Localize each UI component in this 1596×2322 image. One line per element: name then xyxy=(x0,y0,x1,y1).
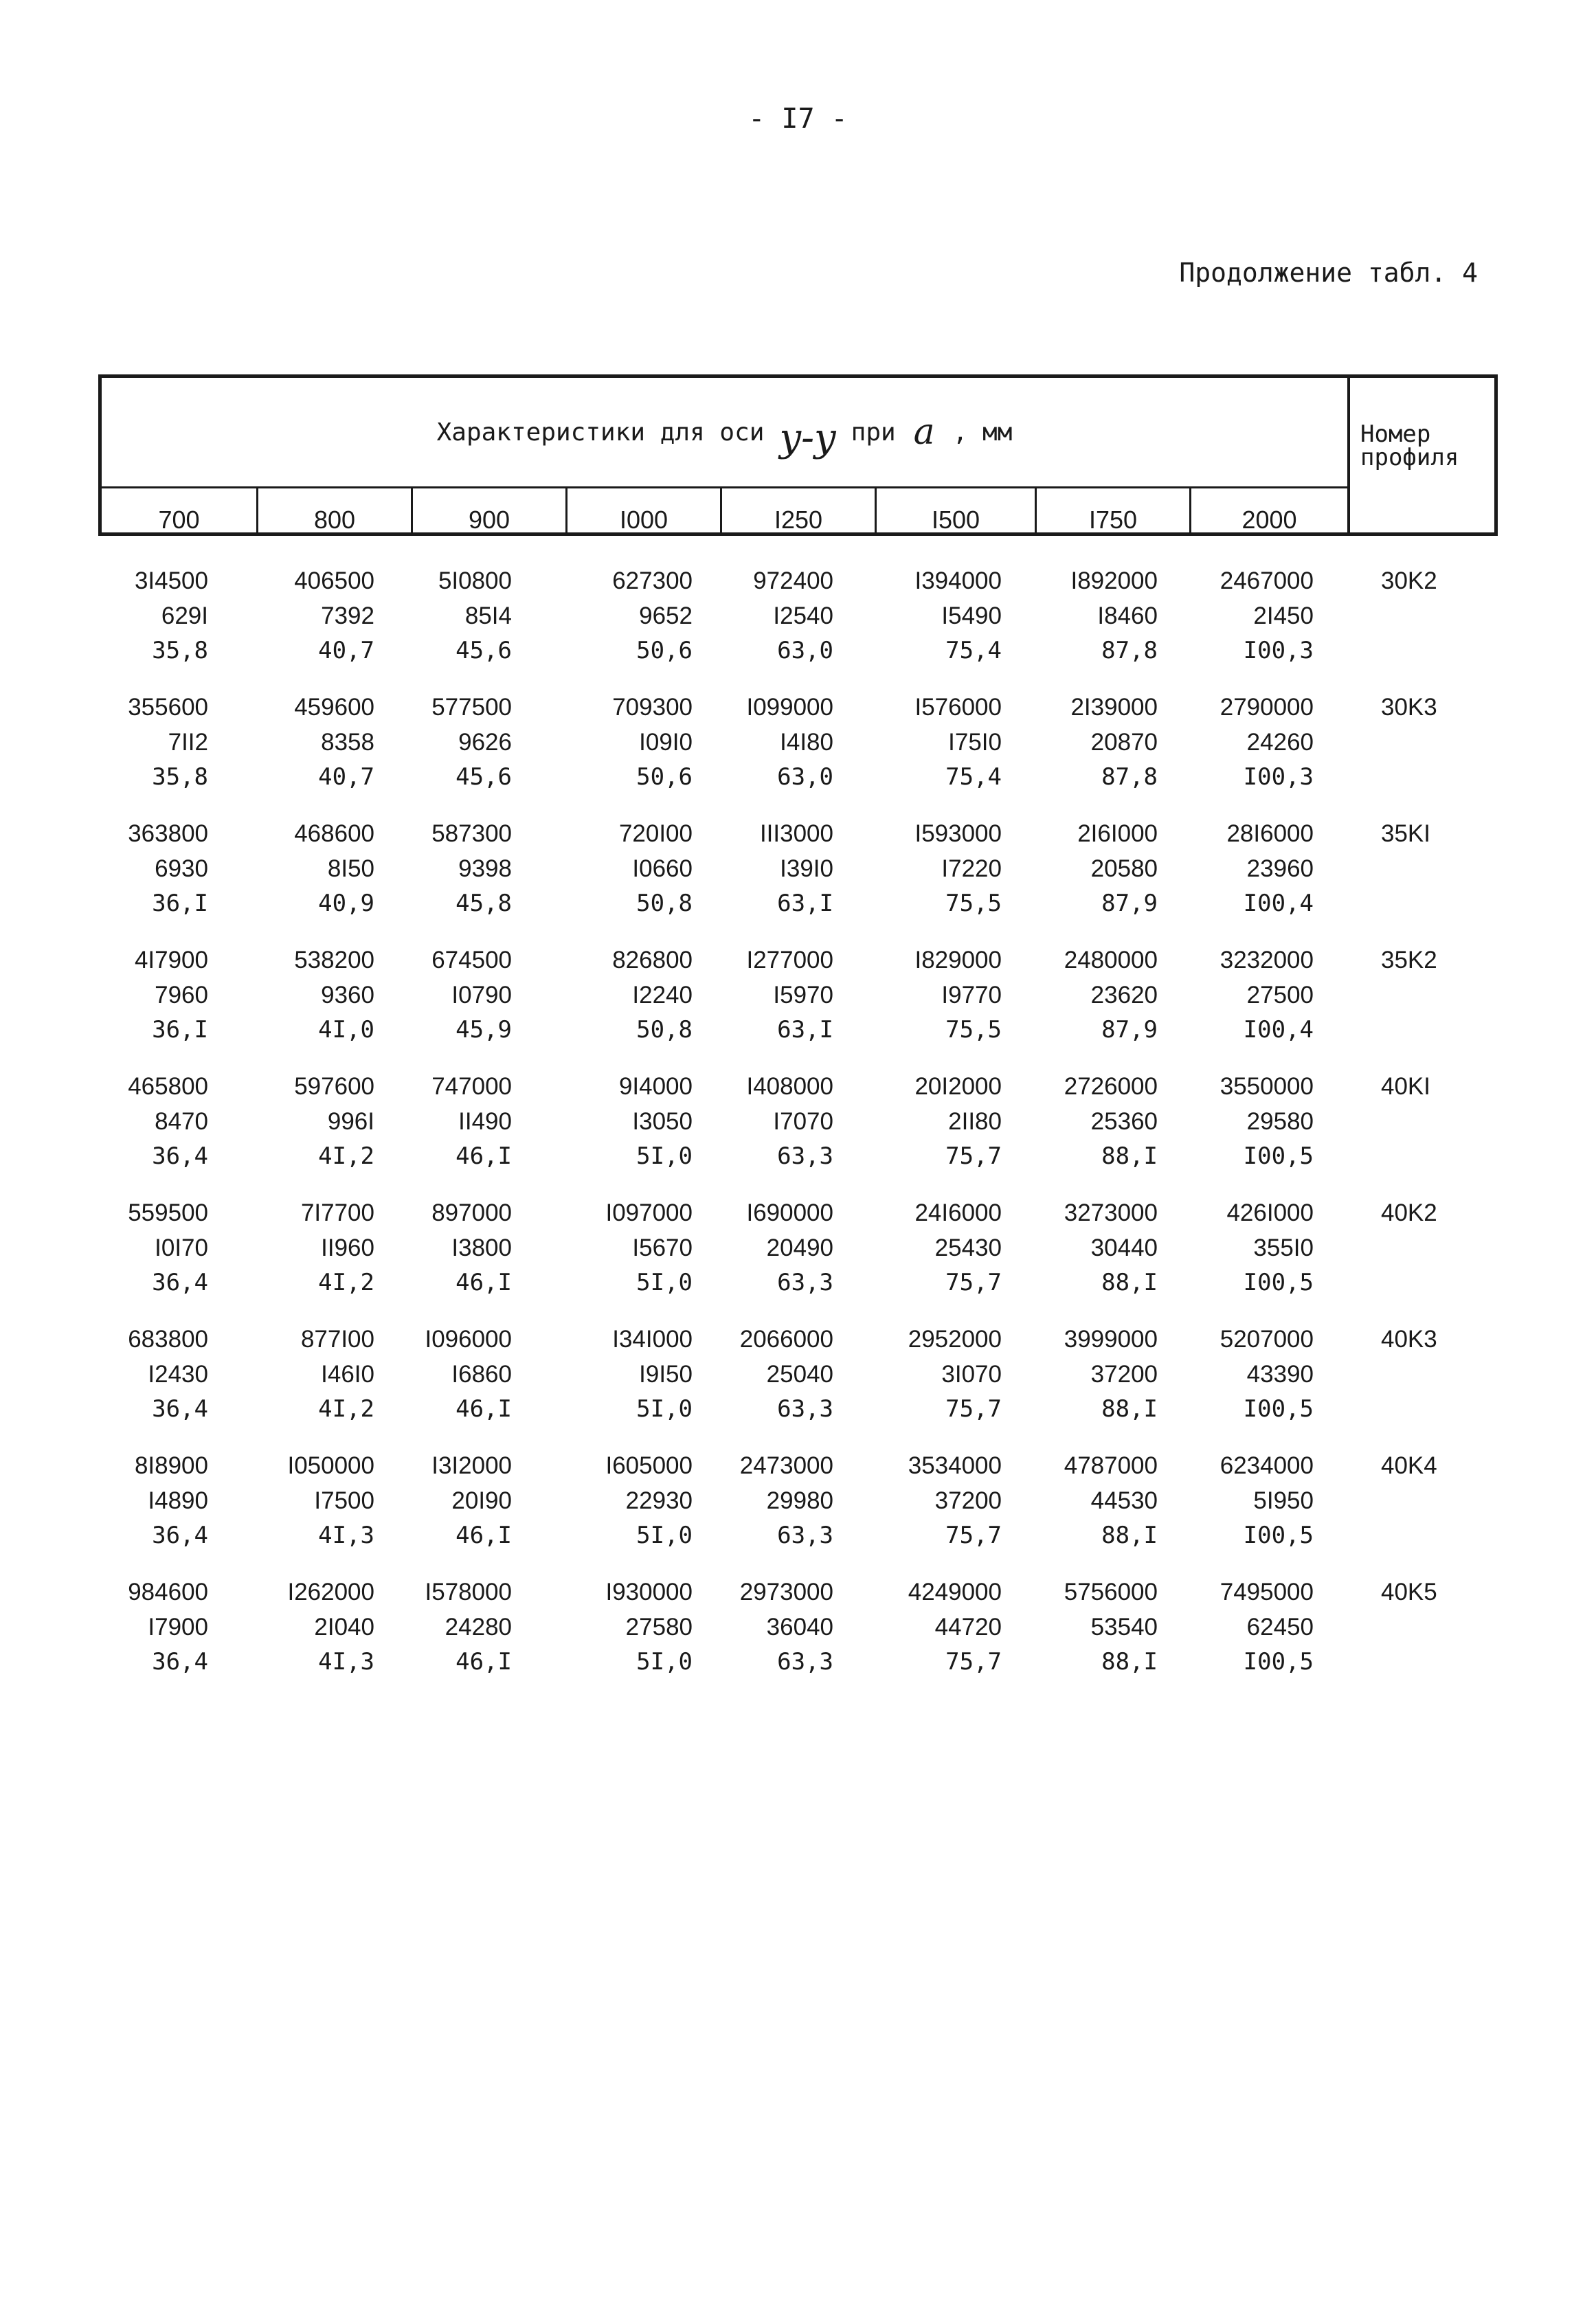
table-cell: I408000 xyxy=(746,1073,833,1100)
table-cell: I6860 xyxy=(451,1361,512,1388)
table-cell: 36,4 xyxy=(152,1648,208,1676)
table-cell: 63,I xyxy=(777,1016,833,1044)
table-cell: 29980 xyxy=(766,1487,833,1514)
table-cell: 5I,0 xyxy=(636,1522,693,1549)
table-cell: I3800 xyxy=(451,1235,512,1261)
table-cell: I9I50 xyxy=(639,1361,693,1388)
table-cell: 25360 xyxy=(1090,1108,1158,1135)
table-cell: 683800 xyxy=(128,1326,208,1353)
table-cell: I00,5 xyxy=(1243,1395,1314,1423)
table-cell: 63,3 xyxy=(777,1269,833,1296)
table-cell: 9360 xyxy=(321,982,374,1008)
table-cell: I2430 xyxy=(148,1361,208,1388)
table-cell: I394000 xyxy=(914,567,1002,594)
column-header-7: 2000 xyxy=(1189,486,1347,536)
table-cell: 4I,2 xyxy=(318,1269,374,1296)
profile-number: 35KI xyxy=(1381,820,1430,847)
table-cell: I8460 xyxy=(1097,602,1158,629)
alpha-symbol: a xyxy=(913,412,935,453)
table-cell: I3050 xyxy=(632,1108,693,1135)
table-cell: 20580 xyxy=(1090,855,1158,882)
table-cell: 8358 xyxy=(321,729,374,756)
table-cell: I3I2000 xyxy=(431,1452,512,1479)
table-cell: 4I,2 xyxy=(318,1142,374,1170)
profile-header-line2: профиля xyxy=(1360,444,1459,471)
table-cell: I262000 xyxy=(287,1579,374,1605)
table-cell: 4I,2 xyxy=(318,1395,374,1423)
table-row xyxy=(0,1448,1596,1558)
table-cell: 62450 xyxy=(1246,1614,1314,1641)
table-cell: 996I xyxy=(327,1108,374,1135)
profile-number: 40K5 xyxy=(1381,1579,1437,1605)
table-cell: I09I0 xyxy=(639,729,693,756)
table-cell: 7392 xyxy=(321,602,374,629)
table-cell: 2I040 xyxy=(314,1614,374,1641)
table-cell: 355I0 xyxy=(1253,1235,1314,1261)
table-cell: 559500 xyxy=(128,1199,208,1226)
table-cell: 468600 xyxy=(294,820,374,847)
table-cell: 355600 xyxy=(128,694,208,721)
table-cell: 75,7 xyxy=(945,1648,1002,1676)
table-cell: I7070 xyxy=(773,1108,833,1135)
profile-number: 30K2 xyxy=(1381,567,1437,594)
table-cell: 88,I xyxy=(1101,1269,1158,1296)
table-cell: 46,I xyxy=(456,1269,512,1296)
table-continuation-label: Продолжение табл. 4 xyxy=(1179,258,1478,288)
table-cell: 63,0 xyxy=(777,637,833,664)
table-cell: 36,4 xyxy=(152,1142,208,1170)
table-cell: 5207000 xyxy=(1220,1326,1314,1353)
table-cell: 43390 xyxy=(1246,1361,1314,1388)
column-header-3: I000 xyxy=(565,486,720,536)
table-cell: I39I0 xyxy=(780,855,833,882)
table-cell: 4I,3 xyxy=(318,1648,374,1676)
table-cell: 53540 xyxy=(1090,1614,1158,1641)
table-cell: 3999000 xyxy=(1064,1326,1158,1353)
table-cell: 40,7 xyxy=(318,763,374,791)
table-cell: 4249000 xyxy=(908,1579,1002,1605)
table-cell: I576000 xyxy=(914,694,1002,721)
table-cell: 3534000 xyxy=(908,1452,1002,1479)
table-cell: 538200 xyxy=(294,947,374,973)
table-cell: 720I00 xyxy=(618,820,693,847)
column-header-4: I250 xyxy=(720,486,875,536)
table-cell: 50,8 xyxy=(636,890,693,917)
table-cell: 87,8 xyxy=(1101,763,1158,791)
table-cell: 5I0800 xyxy=(438,567,512,594)
table-cell: 50,8 xyxy=(636,1016,693,1044)
table-cell: 2473000 xyxy=(739,1452,833,1479)
table-header xyxy=(98,374,1498,536)
table-cell: 3273000 xyxy=(1064,1199,1158,1226)
table-cell: 50,6 xyxy=(636,763,693,791)
table-cell: I0660 xyxy=(632,855,693,882)
table-cell: 40,9 xyxy=(318,890,374,917)
table-cell: 877I00 xyxy=(300,1326,374,1353)
table-cell: 2I6I000 xyxy=(1077,820,1158,847)
table-cell: I00,4 xyxy=(1243,1016,1314,1044)
table-row xyxy=(0,563,1596,673)
table-cell: 709300 xyxy=(612,694,693,721)
table-cell: I829000 xyxy=(914,947,1002,973)
table-cell: 28I6000 xyxy=(1226,820,1314,847)
table-cell: 87,8 xyxy=(1101,637,1158,664)
table-cell: 4787000 xyxy=(1064,1452,1158,1479)
table-cell: 35,8 xyxy=(152,763,208,791)
profile-number: 40K4 xyxy=(1381,1452,1437,1479)
profile-number: 35K2 xyxy=(1381,947,1437,973)
table-cell: 46,I xyxy=(456,1395,512,1423)
table-cell: I690000 xyxy=(746,1199,833,1226)
table-cell: I930000 xyxy=(605,1579,693,1605)
table-cell: I277000 xyxy=(746,947,833,973)
table-cell: I5490 xyxy=(941,602,1002,629)
axis-symbol: y-y xyxy=(779,415,836,460)
table-cell: I892000 xyxy=(1070,567,1158,594)
table-cell: 2I450 xyxy=(1253,602,1314,629)
table-row xyxy=(0,1195,1596,1305)
table-row xyxy=(0,1322,1596,1432)
table-cell: 972400 xyxy=(753,567,833,594)
table-cell: 75,7 xyxy=(945,1269,1002,1296)
table-cell: 75,4 xyxy=(945,637,1002,664)
table-cell: I605000 xyxy=(605,1452,693,1479)
table-cell: 75,4 xyxy=(945,763,1002,791)
table-cell: I00,5 xyxy=(1243,1522,1314,1549)
profile-number: 40K3 xyxy=(1381,1326,1437,1353)
table-cell: 29580 xyxy=(1246,1108,1314,1135)
table-cell: 24I6000 xyxy=(914,1199,1002,1226)
table-cell: I46I0 xyxy=(321,1361,374,1388)
table-cell: I2540 xyxy=(773,602,833,629)
table-cell: 2973000 xyxy=(739,1579,833,1605)
table-cell: 465800 xyxy=(128,1073,208,1100)
profile-column-divider xyxy=(1347,378,1350,532)
table-cell: 4I,3 xyxy=(318,1522,374,1549)
table-cell: 88,I xyxy=(1101,1142,1158,1170)
table-cell: 426I000 xyxy=(1226,1199,1314,1226)
table-cell: 44720 xyxy=(934,1614,1002,1641)
table-cell: 75,7 xyxy=(945,1395,1002,1423)
table-cell: 23960 xyxy=(1246,855,1314,882)
column-headers xyxy=(102,486,1347,536)
header-unit: , мм xyxy=(952,418,1013,447)
table-cell: 75,5 xyxy=(945,890,1002,917)
table-cell: 5I,0 xyxy=(636,1269,693,1296)
table-cell: 9398 xyxy=(458,855,512,882)
table-cell: I7220 xyxy=(941,855,1002,882)
profile-number: 30K3 xyxy=(1381,694,1437,721)
profile-number: 40KI xyxy=(1381,1073,1430,1100)
table-cell: 88,I xyxy=(1101,1395,1158,1423)
table-cell: I00,3 xyxy=(1243,637,1314,664)
table-cell: 8I50 xyxy=(327,855,374,882)
table-cell: I593000 xyxy=(914,820,1002,847)
table-cell: 87,9 xyxy=(1101,890,1158,917)
page-number: - I7 - xyxy=(748,103,848,135)
table-cell: I00,5 xyxy=(1243,1648,1314,1676)
table-cell: 627300 xyxy=(612,567,693,594)
table-cell: 23620 xyxy=(1090,982,1158,1008)
table-cell: 36,4 xyxy=(152,1522,208,1549)
table-cell: I00,4 xyxy=(1243,890,1314,917)
table-cell: 35,8 xyxy=(152,637,208,664)
table-cell: 88,I xyxy=(1101,1648,1158,1676)
table-cell: 3I070 xyxy=(941,1361,1002,1388)
column-header-1: 800 xyxy=(256,486,411,536)
column-header-0: 700 xyxy=(158,506,200,534)
table-cell: I097000 xyxy=(605,1199,693,1226)
table-cell: 22930 xyxy=(625,1487,693,1514)
table-cell: I00,5 xyxy=(1243,1142,1314,1170)
table-cell: I0I70 xyxy=(155,1235,208,1261)
table-cell: 30440 xyxy=(1090,1235,1158,1261)
table-cell: 7495000 xyxy=(1220,1579,1314,1605)
table-cell: 24260 xyxy=(1246,729,1314,756)
table-cell: 2790000 xyxy=(1220,694,1314,721)
profile-number: 40K2 xyxy=(1381,1199,1437,1226)
table-cell: 5I,0 xyxy=(636,1395,693,1423)
table-cell: 7I7700 xyxy=(300,1199,374,1226)
table-row xyxy=(0,690,1596,800)
table-cell: 9I4000 xyxy=(618,1073,693,1100)
table-cell: 63,3 xyxy=(777,1522,833,1549)
table-cell: I75I0 xyxy=(948,729,1002,756)
table-cell: 597600 xyxy=(294,1073,374,1100)
table-cell: 2952000 xyxy=(908,1326,1002,1353)
table-cell: 897000 xyxy=(431,1199,512,1226)
table-cell: 63,I xyxy=(777,890,833,917)
table-cell: 20870 xyxy=(1090,729,1158,756)
table-cell: 27580 xyxy=(625,1614,693,1641)
table-cell: 2726000 xyxy=(1064,1073,1158,1100)
table-cell: I578000 xyxy=(425,1579,512,1605)
table-cell: 3550000 xyxy=(1220,1073,1314,1100)
table-cell: I099000 xyxy=(746,694,833,721)
table-cell: 25430 xyxy=(934,1235,1002,1261)
table-cell: 406500 xyxy=(294,567,374,594)
table-cell: 2066000 xyxy=(739,1326,833,1353)
table-cell: 75,7 xyxy=(945,1142,1002,1170)
table-cell: 63,3 xyxy=(777,1395,833,1423)
table-cell: 5I950 xyxy=(1253,1487,1314,1514)
table-cell: I9770 xyxy=(941,982,1002,1008)
table-cell: 45,6 xyxy=(456,763,512,791)
table-cell: 36,4 xyxy=(152,1395,208,1423)
table-cell: I4890 xyxy=(148,1487,208,1514)
table-cell: III3000 xyxy=(759,820,833,847)
table-cell: 63,0 xyxy=(777,763,833,791)
table-cell: 2467000 xyxy=(1220,567,1314,594)
table-cell: II960 xyxy=(321,1235,374,1261)
table-cell: 63,3 xyxy=(777,1142,833,1170)
table-cell: 45,8 xyxy=(456,890,512,917)
table-cell: 577500 xyxy=(431,694,512,721)
table-cell: 5I,0 xyxy=(636,1648,693,1676)
table-cell: 46,I xyxy=(456,1522,512,1549)
table-cell: 2II80 xyxy=(948,1108,1002,1135)
table-cell: 8I8900 xyxy=(134,1452,208,1479)
table-cell: 6234000 xyxy=(1220,1452,1314,1479)
table-cell: 75,5 xyxy=(945,1016,1002,1044)
header-title-mid: при xyxy=(851,418,896,447)
table-cell: I00,5 xyxy=(1243,1269,1314,1296)
table-cell: I050000 xyxy=(287,1452,374,1479)
column-header-6: I750 xyxy=(1035,486,1189,536)
table-cell: 8470 xyxy=(155,1108,208,1135)
table-cell: 826800 xyxy=(612,947,693,973)
table-cell: 85I4 xyxy=(464,602,512,629)
table-cell: I7900 xyxy=(148,1614,208,1641)
table-cell: I0790 xyxy=(451,982,512,1008)
table-cell: 36,I xyxy=(152,890,208,917)
profile-header-line1: Номер xyxy=(1360,420,1431,448)
table-cell: 36,I xyxy=(152,1016,208,1044)
table-cell: 50,6 xyxy=(636,637,693,664)
table-row xyxy=(0,1575,1596,1684)
header-title-prefix: Характеристики для оси xyxy=(436,418,765,447)
table-cell: 3232000 xyxy=(1220,947,1314,973)
table-cell: 2I39000 xyxy=(1070,694,1158,721)
table-cell: I34I000 xyxy=(612,1326,693,1353)
column-header-5: I500 xyxy=(875,486,1035,536)
table-cell: 459600 xyxy=(294,694,374,721)
table-cell: 20I90 xyxy=(451,1487,512,1514)
table-cell: I096000 xyxy=(425,1326,512,1353)
table-cell: I5670 xyxy=(632,1235,693,1261)
table-cell: 5I,0 xyxy=(636,1142,693,1170)
table-cell: 88,I xyxy=(1101,1522,1158,1549)
table-cell: 36,4 xyxy=(152,1269,208,1296)
table-cell: 9652 xyxy=(639,602,693,629)
table-cell: 629I xyxy=(161,602,208,629)
table-cell: 27500 xyxy=(1246,982,1314,1008)
column-header-2: 900 xyxy=(411,486,565,536)
table-cell: 7II2 xyxy=(168,729,208,756)
table-cell: 3I4500 xyxy=(134,567,208,594)
profile-header xyxy=(1360,422,1494,469)
table-cell: 9626 xyxy=(458,729,512,756)
table-cell: 36040 xyxy=(766,1614,833,1641)
table-cell: 45,6 xyxy=(456,637,512,664)
table-cell: 2480000 xyxy=(1064,947,1158,973)
table-cell: 4I7900 xyxy=(134,947,208,973)
table-cell: 37200 xyxy=(934,1487,1002,1514)
table-cell: 46,I xyxy=(456,1648,512,1676)
table-row xyxy=(0,943,1596,1052)
table-cell: 5756000 xyxy=(1064,1579,1158,1605)
table-cell: 25040 xyxy=(766,1361,833,1388)
table-row xyxy=(0,1069,1596,1179)
table-cell: 40,7 xyxy=(318,637,374,664)
table-cell: 20490 xyxy=(766,1235,833,1261)
table-cell: I5970 xyxy=(773,982,833,1008)
table-cell: 44530 xyxy=(1090,1487,1158,1514)
table-cell: I7500 xyxy=(314,1487,374,1514)
table-cell: 6930 xyxy=(155,855,208,882)
table-cell: 87,9 xyxy=(1101,1016,1158,1044)
table-cell: 984600 xyxy=(128,1579,208,1605)
table-cell: 63,3 xyxy=(777,1648,833,1676)
table-cell: I2240 xyxy=(632,982,693,1008)
table-cell: I4I80 xyxy=(780,729,833,756)
table-cell: 37200 xyxy=(1090,1361,1158,1388)
table-cell: 587300 xyxy=(431,820,512,847)
table-cell: 674500 xyxy=(431,947,512,973)
table-cell: 747000 xyxy=(431,1073,512,1100)
table-cell: 20I2000 xyxy=(914,1073,1002,1100)
table-cell: 24280 xyxy=(445,1614,512,1641)
header-title xyxy=(102,378,1347,486)
table-cell: 4I,0 xyxy=(318,1016,374,1044)
table-cell: II490 xyxy=(458,1108,512,1135)
table-cell: 46,I xyxy=(456,1142,512,1170)
table-cell: 363800 xyxy=(128,820,208,847)
table-cell: 45,9 xyxy=(456,1016,512,1044)
table-row xyxy=(0,816,1596,926)
table-cell: I00,3 xyxy=(1243,763,1314,791)
table-cell: 7960 xyxy=(155,982,208,1008)
table-cell: 75,7 xyxy=(945,1522,1002,1549)
